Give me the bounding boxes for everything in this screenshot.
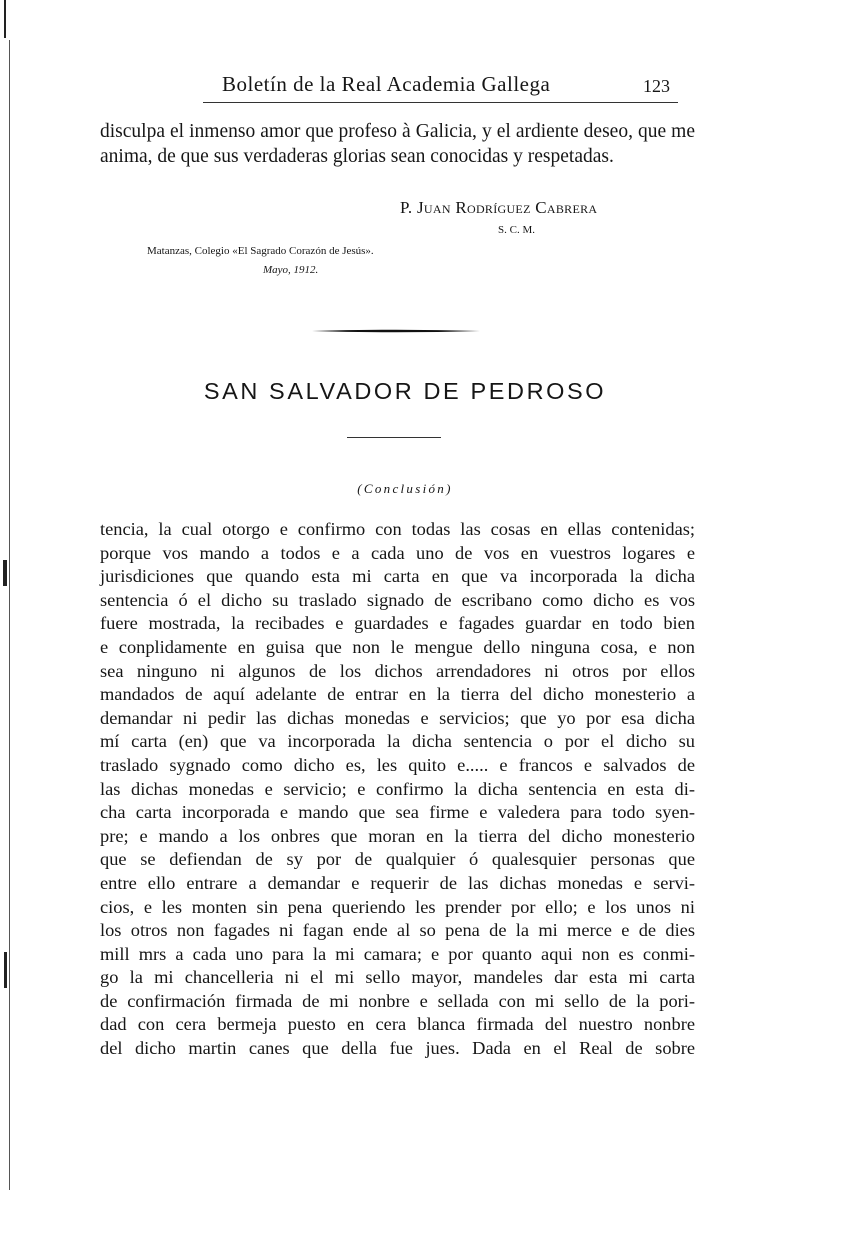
body-line: jurisdiciones que quando esta mi carta en que va incorporada la dicha	[100, 566, 695, 587]
signature-place: Matanzas, Colegio «El Sagrado Corazón de Jesús».	[147, 245, 374, 257]
body-line: mill mrs a cada uno para la mi camara; e por quanto aqui non es conmi-	[100, 943, 695, 964]
title-rule	[347, 437, 441, 438]
article-body	[100, 518, 695, 1061]
body-line: de confirmación firmada de mi nonbre e sellada con mi sello de la pori-	[100, 990, 695, 1011]
body-line: entre ello entrare a demandar e requerir de las dichas monedas e servi-	[100, 872, 695, 893]
body-line: las dichas monedas e servicio; e confirmo la dicha sentencia en esta di-	[100, 778, 695, 799]
scan-edge-mark	[4, 0, 6, 38]
body-line: cha carta incorporada e mando que sea firme e valedera para todo syen-	[100, 802, 695, 823]
body-line: go la mi chancelleria ni el mi sello mayor, mandeles dar esta mi carta	[100, 967, 695, 988]
signature-name	[400, 198, 597, 218]
body-line: sea ninguno ni algunos de los dichos arrendadores ni otros por ellos	[100, 660, 695, 681]
scan-edge-mark	[3, 560, 7, 586]
journal-title: Boletín de la Real Academia Gallega	[222, 72, 551, 96]
signature-order: S. C. M.	[498, 224, 535, 236]
body-line: demandar ni pedir las dichas monedas e servicios; que yo por esa dicha	[100, 707, 695, 728]
body-line: fuere mostrada, la recibades e guardades e fagades guardar en todo bien	[100, 613, 695, 634]
body-line: dad con cera bermeja puesto en cera blanca firmada del nuestro nonbre	[100, 1014, 695, 1035]
body-line: sentencia ó el dicho su traslado signado de escribano como dicho es vos	[100, 589, 695, 610]
body-line: e conplidamente en guisa que non le mengue dello ninguna cosa, e non	[100, 636, 695, 657]
body-line: mí carta (en) que va incorporada la dicha sentencia o por el dicho su	[100, 731, 695, 752]
body-line: mandados de aquí adelante de entrar en la tierra del dicho monesterio a	[100, 684, 695, 705]
previous-article-closing: disculpa el inmenso amor que profeso à Galicia, y el ardiente deseo, que me anima, de que sus verdaderas glorias sean conocidas y respetadas.	[100, 121, 695, 167]
body-line: traslado sygnado como dicho es, les quito e..... e francos e salvados de	[100, 754, 695, 775]
body-line: que se defiendan de sy por de qualquier ó qualesquier personas que	[100, 849, 695, 870]
section-divider	[312, 329, 480, 333]
body-line: pre; e mando a los onbres que moran en la tierra del dicho monesterio	[100, 825, 695, 846]
signature-date: Mayo, 1912.	[263, 264, 319, 276]
body-line: tencia, la cual otorgo e confirmo con todas las cosas en ellas contenidas;	[100, 519, 695, 539]
body-line: porque vos mando a todos e a cada uno de vos en vuestros logares e	[100, 542, 695, 563]
header-rule	[203, 102, 678, 103]
body-line: cios, e les monten sin pena queriendo les prender por ello; e los unos ni	[100, 896, 695, 917]
article-title: SAN SALVADOR DE PEDROSO	[203, 378, 607, 404]
page-number: 123	[643, 76, 670, 96]
body-line: los otros non fagades ni fagan ende al so pena de la mi merce e de dies	[100, 920, 695, 941]
article-subtitle: (Conclusión)	[357, 481, 453, 496]
scan-edge-mark	[4, 952, 7, 988]
author-name: P. Juan Rodríguez Cabrera	[400, 198, 598, 217]
body-line: del dicho martin canes que della fue jues. Dada en el Real de sobre	[100, 1038, 695, 1059]
scan-edge-mark	[9, 40, 10, 1190]
running-header	[200, 72, 680, 102]
